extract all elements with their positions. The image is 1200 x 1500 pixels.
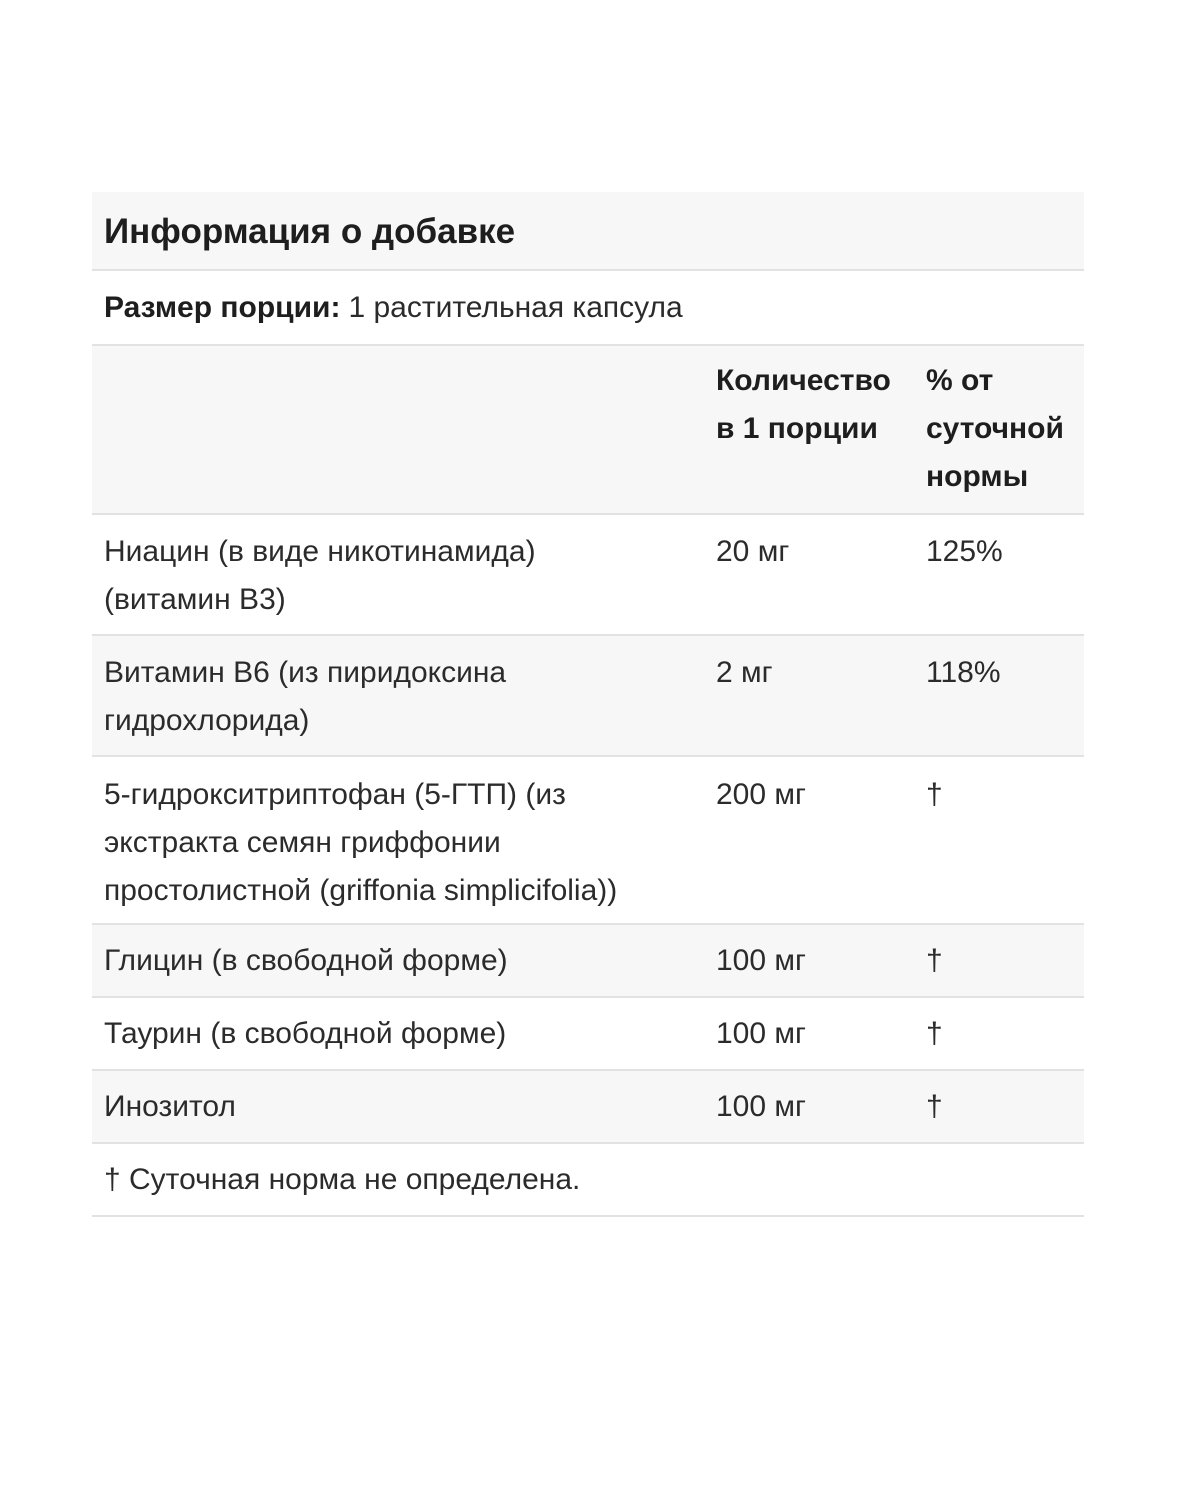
table-row <box>92 515 1084 636</box>
nutrient-name: 5-гидрокситриптофан (5-ГТП) (из экстракта семян гриффонии простолистной (griffonia simplicifolia)) <box>104 778 618 907</box>
table-row <box>92 636 1084 757</box>
footnote: † Суточная норма не определена. <box>92 1144 1084 1217</box>
nutrient-amount: 100 мг <box>716 1090 806 1123</box>
table-row <box>92 998 1084 1071</box>
nutrient-name: Инозитол <box>104 1090 236 1123</box>
nutrient-daily-value: † <box>926 1017 943 1050</box>
serving-size-row <box>92 271 1084 346</box>
nutrient-amount: 100 мг <box>716 944 806 977</box>
table-row <box>92 925 1084 998</box>
nutrient-daily-value: † <box>926 778 943 811</box>
table-header-row <box>92 346 1084 515</box>
table-row <box>92 757 1084 925</box>
table-row <box>92 1071 1084 1144</box>
nutrient-amount: 100 мг <box>716 1017 806 1050</box>
nutrient-name: Ниацин (в виде никотинамида) (витамин B3) <box>104 535 536 616</box>
header-daily-value: % от суточной нормы <box>926 364 1064 493</box>
nutrient-daily-value: † <box>926 944 943 977</box>
title-row <box>92 192 1084 271</box>
nutrient-daily-value: † <box>926 1090 943 1123</box>
nutrient-amount: 2 мг <box>716 656 773 689</box>
header-name <box>92 357 704 513</box>
nutrient-name: Витамин B6 (из пиридоксина гидрохлорида) <box>104 656 507 737</box>
nutrient-name: Глицин (в свободной форме) <box>104 944 508 977</box>
nutrient-daily-value: 125% <box>926 535 1003 568</box>
nutrient-amount: 200 мг <box>716 778 806 811</box>
panel-title: Информация о добавке <box>104 211 516 251</box>
nutrient-name: Таурин (в свободной форме) <box>104 1017 507 1050</box>
serving-size-label: Размер порции: <box>104 290 341 324</box>
nutrient-daily-value: 118% <box>926 656 1001 689</box>
serving-size-value: 1 растительная капсула <box>348 290 683 324</box>
supplement-facts-panel <box>92 192 1084 1217</box>
header-amount: Количество в 1 порции <box>716 364 891 445</box>
nutrient-amount: 20 мг <box>716 535 790 568</box>
